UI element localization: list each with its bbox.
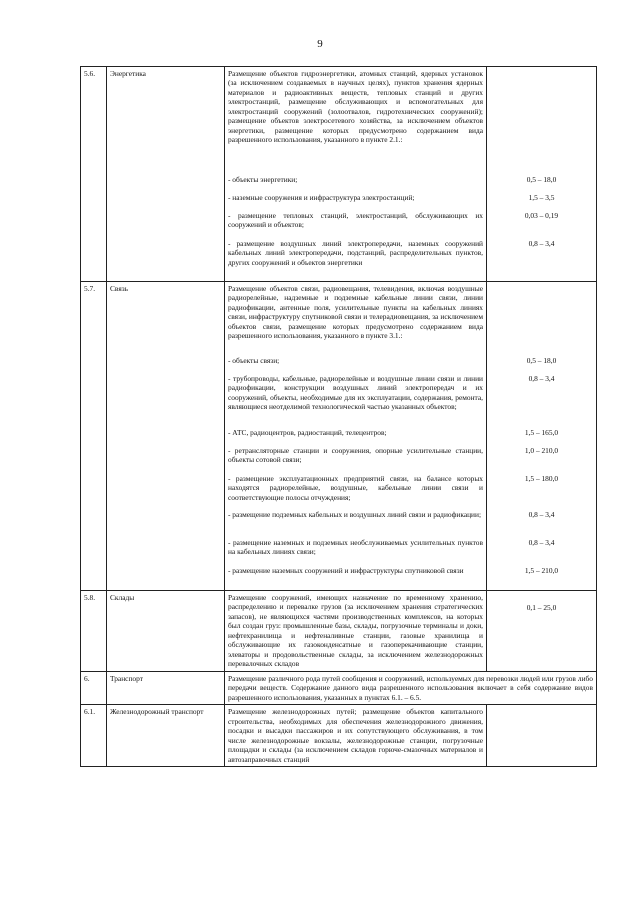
value-cell: 1,5 – 180,0: [524, 474, 559, 483]
row-description: Размещение различного рода путей сообщения и сооружений, используемых для перевозки людей или грузов либо передачи веществ. Содержание данного вида разрешенного использования включает в себя содержание видов разрешенного использования, указанных в пунктах 6.1. – 6.5.: [225, 671, 597, 704]
list-item: - трубопроводы, кабельные, радиорелейные и воздушные линии связи и линии радиофикации, конструкции воздушных линий электропередач и их сооружений, объекты, необходимые для их эксплуатации, содержания, ремонта, являющиеся неотделимой технологической частью указанных объектов;: [228, 374, 483, 412]
row-name: Связь: [107, 282, 225, 591]
row-values: [487, 591, 597, 672]
row-values: [487, 67, 597, 282]
table-row-warehouses: [81, 591, 597, 672]
row-description: Размещение объектов гидроэнергетики, атомных станций, ядерных установок (за исключением создаваемых в научных целях), пунктов хранения ядерных материалов и радиоактивных веществ, тепловых станций и других электростанций, размещение обслуживающих и вспомогательных для электростанций сооружений (золоотвалов, гидротехнических сооружений); размещение объектов электросетевого хозяйства, за исключением объектов энергетики, размещение которых предусмотрено содержанием вида разрешенного использования, указанного в пункте 2.1.: - объекты энергетики; - наземные сооружения и инфраструктура электростанций; - размещение тепловых станций, электростанций, обслуживающих их сооружений и объектов; - размещение воздушных линий электропередачи, наземных сооружений кабельных линий электропередачи, подстанций, распределительных пунктов, других сооружений и объектов энергетики: [225, 67, 487, 282]
row-number: 6.: [81, 671, 107, 704]
row-number: 6.1.: [81, 705, 107, 767]
page-bottom-edge: [0, 885, 640, 905]
table-row-railway: [81, 705, 597, 767]
row-values: [487, 282, 597, 591]
row-name: Транспорт: [107, 671, 225, 704]
list-item: - АТС, радиоцентров, радиостанций, телецентров;: [228, 428, 387, 437]
table-row-energy: [81, 67, 597, 282]
table-row-communications: [81, 282, 597, 591]
list-item: - наземные сооружения и инфраструктура электростанций;: [228, 193, 415, 202]
value-cell: 1,5 – 165,0: [524, 428, 559, 437]
table-row-transport: [81, 671, 597, 704]
list-item: - объекты энергетики;: [228, 175, 298, 184]
row-number: 5.6.: [81, 67, 107, 282]
value-cell: 0,1 – 25,0: [526, 603, 557, 612]
value-cell: 0,5 – 18,0: [526, 356, 557, 365]
row-name: Железнодорожный транспорт: [107, 705, 225, 767]
row-description: Размещение объектов связи, радиовещания, телевидения, включая воздушные радиорелейные, надземные и подземные кабельные линии связи, линии радиофикации, антенные поля, усилительные пункты на кабельных линиях связи, инфраструктуру спутниковой связи и телерадиовещания, за исключением объектов связи, размещение которых предусмотрено содержанием вида разрешенного использования, указанного в пункте 3.1.: - объекты связи; - трубопроводы, кабельные, радиорелейные и воздушные линии связи и линии радиофикации, конструкции воздушных линий электропередач и их сооружений, объекты, необходимые для их эксплуатации, содержания, ремонта, являющиеся неотделимой технологической частью указанных объектов; - АТС, радиоцентров, радиостанций, телецентров; - ретрансляторные станции и сооружения, опорные усилительные станции, объекты сотовой связи; - размещение эксплуатационных предприятий связи, на балансе которых находятся радиорелейные, воздушные, кабельные линии связи и соответствующие полосы отчуждения; - размещение подземных кабельных и воздушных линий связи и радиофикации; - размещение наземных и подземных необслуживаемых усилительных пунктов на кабельных линиях связи; - размещение наземных сооружений и инфраструктуры спутниковой связи: [225, 282, 487, 591]
value-cell: 0,8 – 3,4: [528, 239, 555, 248]
list-item: - размещение эксплуатационных предприятий связи, на балансе которых находятся радиорелейные, воздушные, кабельные линии связи и соответствующие полосы отчуждения;: [228, 474, 483, 502]
list-item: - размещение тепловых станций, электростанций, обслуживающих их сооружений и объектов;: [228, 211, 483, 230]
list-item: - размещение наземных сооружений и инфраструктуры спутниковой связи: [228, 566, 464, 575]
row-number: 5.8.: [81, 591, 107, 672]
row-name: Склады: [107, 591, 225, 672]
value-cell: 0,8 – 3,4: [528, 510, 555, 519]
value-cell: 0,8 – 3,4: [528, 538, 555, 547]
row-values: [487, 705, 597, 767]
value-cell: 1,5 – 210,0: [524, 566, 559, 575]
land-use-table: [80, 66, 597, 767]
list-item: - размещение воздушных линий электропередачи, наземных сооружений кабельных линий электропередачи, подстанций, распределительных пунктов, других сооружений и объектов энергетики: [228, 239, 483, 267]
value-cell: 1,5 – 3,5: [528, 193, 555, 202]
list-item: - ретрансляторные станции и сооружения, опорные усилительные станции, объекты сотовой связи;: [228, 446, 483, 465]
value-cell: 0,03 – 0,19: [524, 211, 559, 220]
page-number: 9: [317, 38, 323, 50]
list-item: - размещение наземных и подземных необслуживаемых усилительных пунктов на кабельных линиях связи;: [228, 538, 483, 557]
value-cell: 0,8 – 3,4: [528, 374, 555, 383]
list-item: - объекты связи;: [228, 356, 280, 365]
value-cell: 1,0 – 210,0: [524, 446, 559, 455]
row-description: Размещение железнодорожных путей; размещение объектов капитального строительства, необходимых для обеспечения железнодорожного движения, посадки и высадки пассажиров и их сопутствующего обслуживания, в том числе железнодорожные вокзалы, железнодорожные станции, погрузочные площадки и склады (за исключением складов горюче-смазочных материалов и автозаправочных станций: [225, 705, 487, 767]
list-item: - размещение подземных кабельных и воздушных линий связи и радиофикации;: [228, 510, 482, 519]
value-cell: 0,5 – 18,0: [526, 175, 557, 184]
row-number: 5.7.: [81, 282, 107, 591]
row-description: Размещение сооружений, имеющих назначение по временному хранению, распределению и перевалке грузов (за исключением хранения стратегических запасов), не являющихся частями производственных комплексов, на которых был создан груз: промышленные базы, склады, погрузочные терминалы и доки, нефтехранилища и нефтеналивные станции, газовые хранилища и обслуживающие их газоконденсатные и газоперекачивающие станции, элеваторы и продовольственные склады, за исключением железнодорожных перевалочных складов: [225, 591, 487, 672]
row-name: Энергетика: [107, 67, 225, 282]
